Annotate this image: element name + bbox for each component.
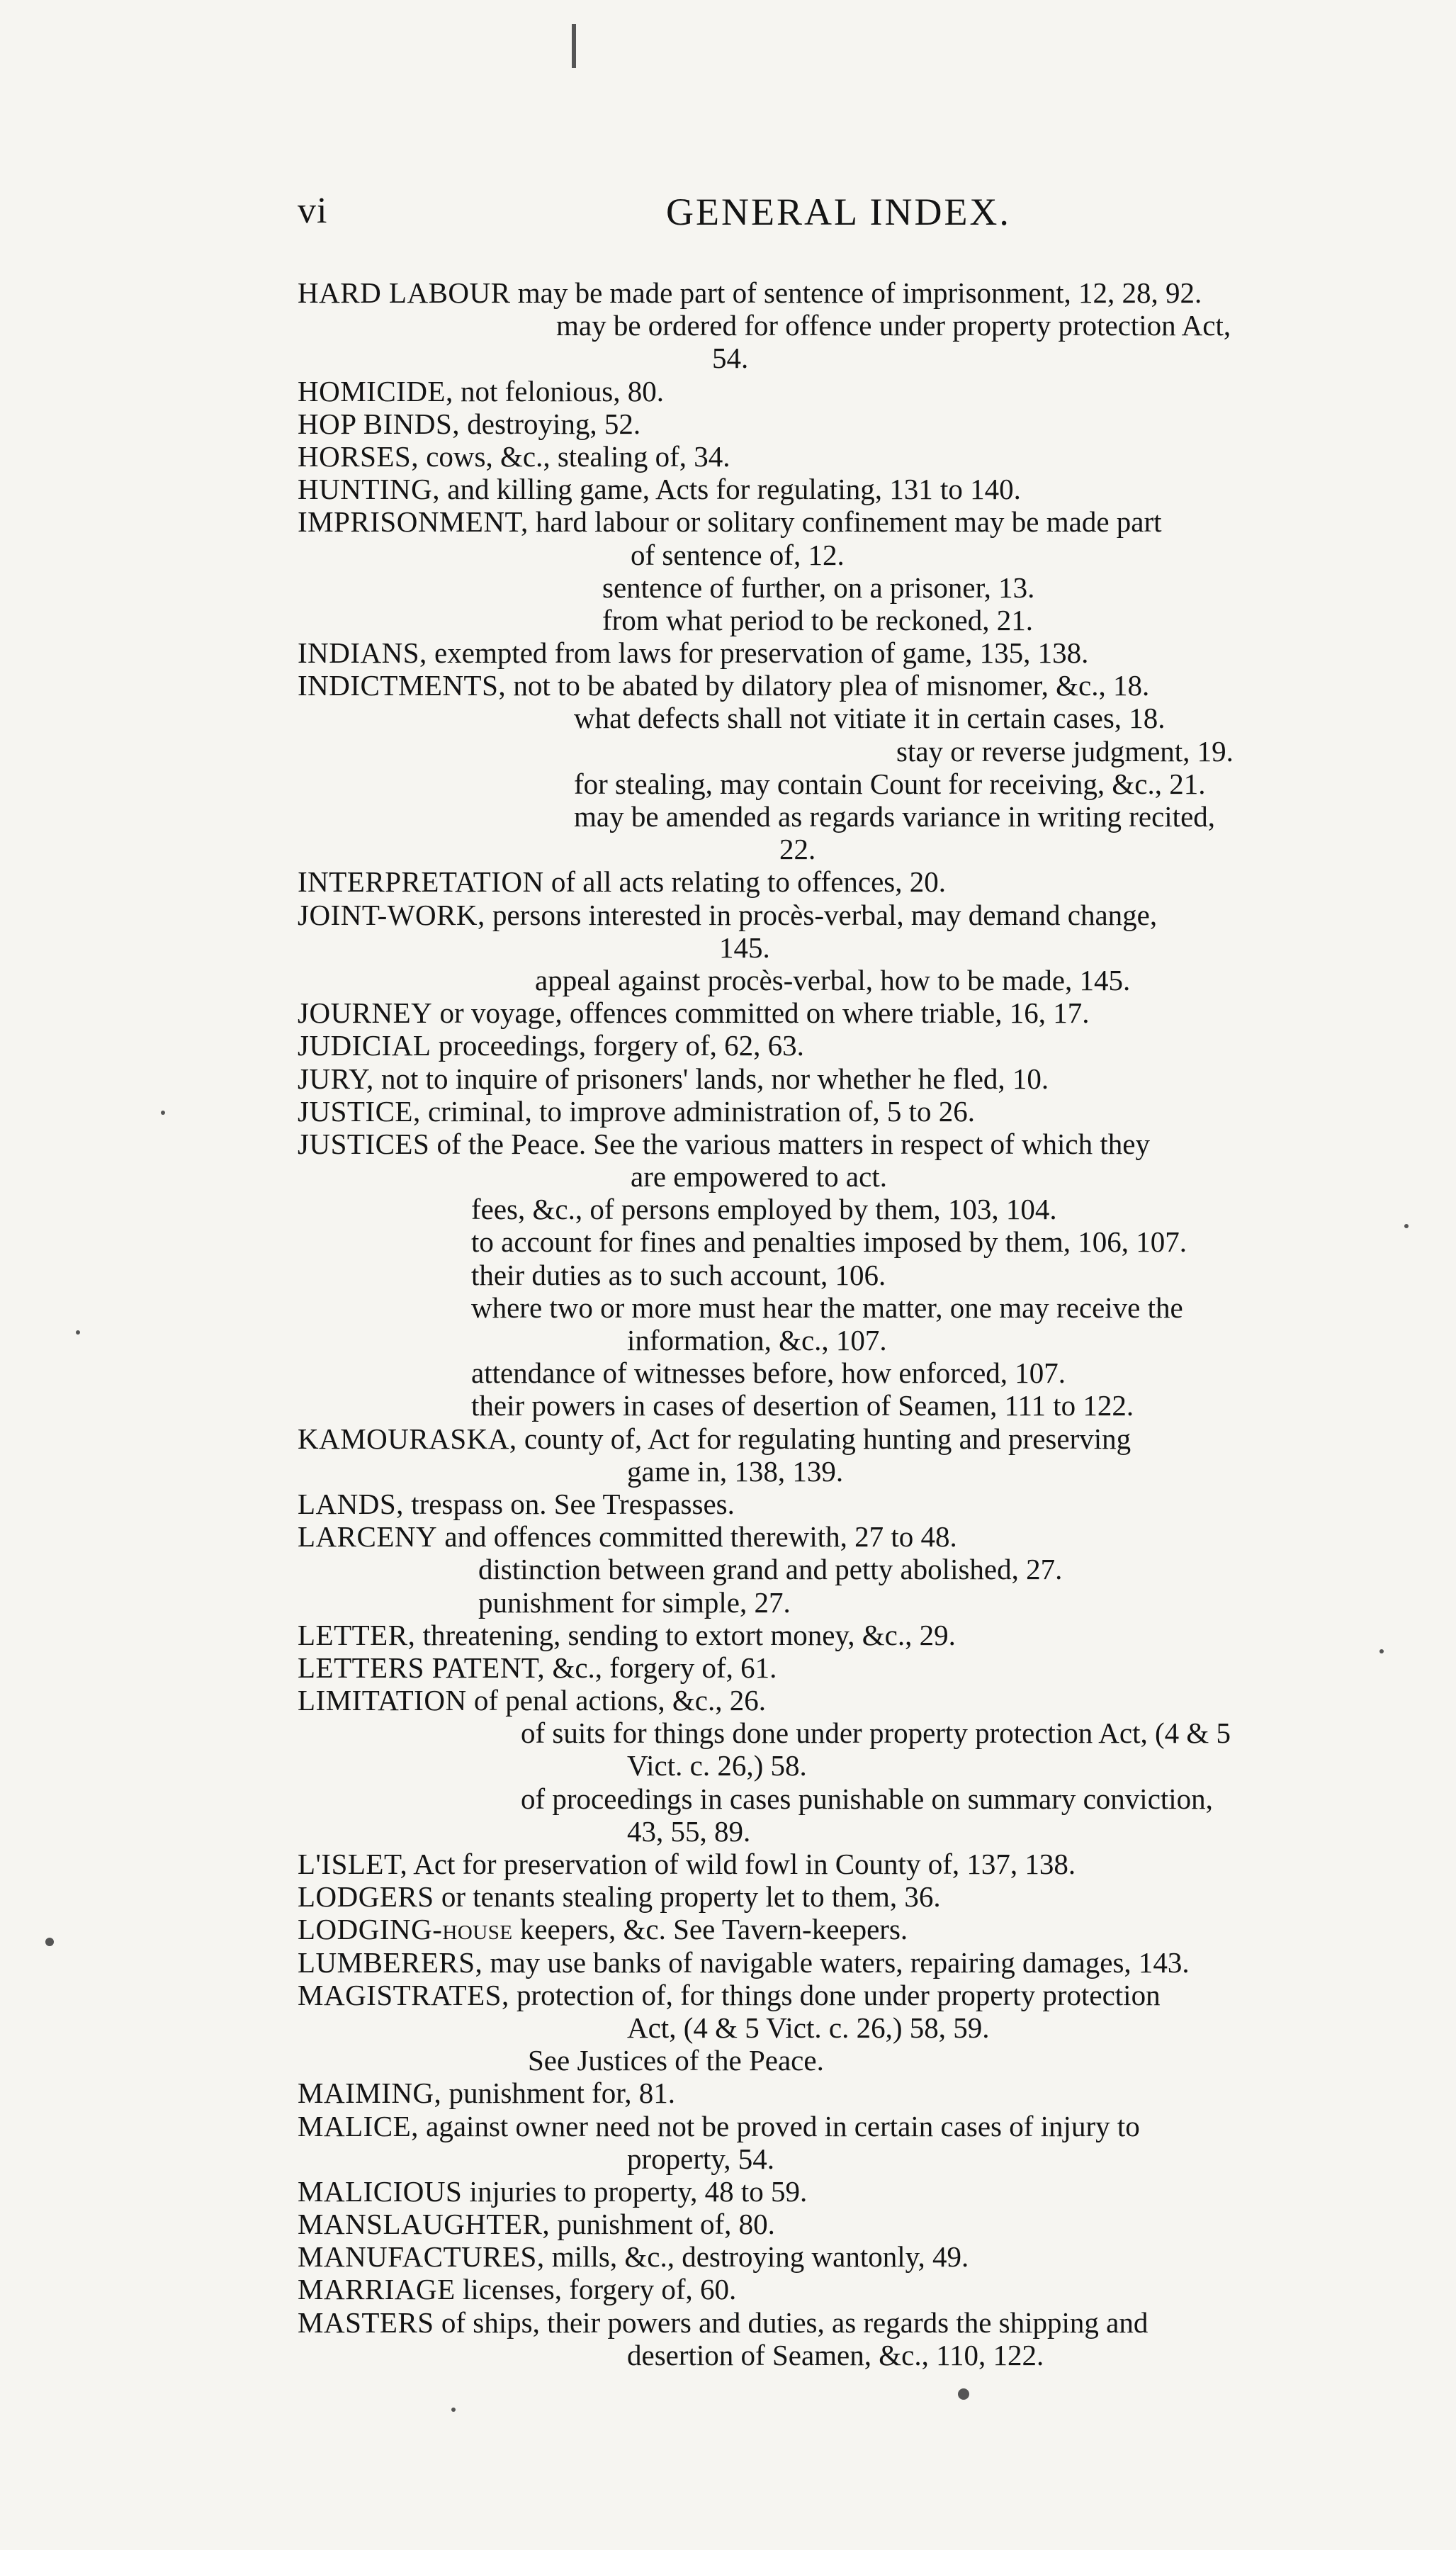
entry-text: licenses, forgery of, 60. — [455, 2273, 737, 2306]
entry-text: desertion of Seamen, &c., 110, 122. — [627, 2338, 1044, 2371]
index-entry — [298, 1979, 1389, 2011]
entry-heading: INTERPRETATION — [298, 865, 544, 899]
entry-heading: INDICTMENTS, — [298, 669, 507, 702]
entry-text: of proceedings in cases punishable on summary conviction, — [521, 1782, 1213, 1815]
index-entry — [298, 375, 1389, 408]
entry-text: proceedings, forgery of, 62, 63. — [431, 1029, 804, 1062]
index-entry — [298, 1520, 1389, 1553]
entry-text: persons interested in procès-verbal, may demand change, — [485, 898, 1158, 931]
index-entry — [298, 1422, 1389, 1455]
index-subentry — [298, 1749, 1389, 1782]
entry-heading: JUSTICE, — [298, 1094, 421, 1128]
index-subentry — [298, 539, 1389, 571]
index-subentry — [298, 1193, 1389, 1225]
entry-heading: LIMITATION — [298, 1684, 467, 1717]
index-entry — [298, 2110, 1389, 2142]
entry-text: punishment of, 80. — [550, 2208, 775, 2241]
index-subentry — [298, 2011, 1389, 2044]
index-subentry — [298, 1782, 1389, 1815]
entry-heading: HORSES, — [298, 439, 419, 473]
entry-text: cows, &c., stealing of, 34. — [418, 439, 730, 473]
index-subentry — [298, 1815, 1389, 1848]
index-subentry — [298, 1586, 1389, 1619]
index-entry — [298, 1619, 1389, 1651]
index-subentry — [298, 604, 1389, 636]
entry-heading: INDIANS, — [298, 636, 427, 670]
entry-text: destroying, 52. — [460, 407, 641, 440]
ink-dot — [76, 1330, 80, 1335]
entry-text: of all acts relating to offences, 20. — [543, 865, 946, 899]
entry-text: may be ordered for offence under property protection Act, — [556, 309, 1231, 342]
index-entry — [298, 669, 1389, 702]
entry-text: See Justices of the Peace. — [528, 2044, 824, 2077]
index-entry — [298, 1095, 1389, 1128]
entry-text: may be made part of sentence of imprisonment, 12, 28, 92. — [510, 276, 1202, 309]
page-title: GENERAL INDEX. — [666, 191, 1011, 233]
entry-heading: HUNTING, — [298, 473, 440, 506]
index-entry — [298, 2208, 1389, 2240]
entry-heading: KAMOURASKA, — [298, 1422, 517, 1455]
entry-text: of ships, their powers and duties, as regards the shipping and — [434, 2305, 1149, 2339]
entry-text: 54. — [712, 342, 749, 375]
index-subentry — [298, 702, 1389, 734]
index-entry — [298, 996, 1389, 1029]
index-subentry — [298, 1455, 1389, 1488]
entry-heading: MANSLAUGHTER, — [298, 2208, 551, 2241]
entry-text: game in, 138, 139. — [627, 1454, 844, 1488]
entry-text: mills, &c., destroying wantonly, 49. — [544, 2240, 969, 2274]
index-entry — [298, 2306, 1389, 2339]
ink-dot — [451, 2408, 456, 2412]
entry-text: may use banks of navigable waters, repairing damages, 143. — [482, 1945, 1190, 1979]
entry-heading: MASTERS — [298, 2305, 434, 2339]
index-subentry — [298, 964, 1389, 996]
ink-dot — [45, 1938, 54, 1946]
entry-text: keepers, &c. See Tavern-keepers. — [512, 1913, 908, 1946]
entry-text: and offences committed therewith, 27 to 48. — [437, 1520, 957, 1554]
index-subentry — [298, 1160, 1389, 1193]
index-entry — [298, 440, 1389, 473]
entry-heading: LARCENY — [298, 1520, 438, 1554]
entry-text: trespass on. See Trespasses. — [403, 1487, 735, 1520]
entry-text: may be amended as regards variance in writing recited, — [574, 800, 1216, 833]
index-subentry — [298, 1553, 1389, 1585]
entry-text: hard labour or solitary confinement may be made part — [528, 505, 1162, 539]
index-entry — [298, 1848, 1389, 1880]
entry-text: information, &c., 107. — [627, 1324, 887, 1357]
entry-text: of the Peace. See the various matters in respect of which they — [429, 1127, 1150, 1160]
entry-heading: HOP BINDS, — [298, 407, 461, 440]
index-entry — [298, 1062, 1389, 1095]
index-entry — [298, 1913, 1389, 1945]
index-subentry — [298, 1717, 1389, 1749]
index-subentry — [298, 1357, 1389, 1389]
entry-heading: HOMICIDE, — [298, 374, 453, 408]
entry-text: county of, Act for regulating hunting and preserving — [517, 1422, 1131, 1455]
entry-text: &c., forgery of, 61. — [545, 1651, 777, 1684]
entry-text: injuries to property, 48 to 59. — [462, 2174, 808, 2208]
entry-text: of penal actions, &c., 26. — [466, 1684, 766, 1717]
index-subentry — [298, 2044, 1389, 2077]
entry-heading: JOINT-WORK, — [298, 898, 485, 931]
entry-heading: IMPRISONMENT, — [298, 505, 529, 539]
entry-heading: JURY, — [298, 1062, 374, 1095]
entry-text: appeal against procès-verbal, how to be made, 145. — [535, 963, 1131, 996]
entry-text: from what period to be reckoned, 21. — [602, 603, 1033, 636]
entry-text: not to inquire of prisoners' lands, nor whether he fled, 10. — [373, 1062, 1049, 1095]
entry-heading: MALICE, — [298, 2109, 419, 2142]
entry-heading: MALICIOUS — [298, 2174, 463, 2208]
index-entry — [298, 276, 1389, 309]
ink-dot — [1404, 1224, 1409, 1228]
index-subentry — [298, 2339, 1389, 2371]
index-entry — [298, 408, 1389, 440]
index-entry — [298, 1946, 1389, 1979]
index-subentry — [298, 768, 1389, 800]
index-entries — [298, 276, 1389, 2371]
entry-text: are empowered to act. — [631, 1160, 887, 1193]
entry-text: 22. — [779, 833, 816, 866]
entry-heading: JOURNEY — [298, 996, 433, 1030]
entry-text: distinction between grand and petty abolished, 27. — [478, 1553, 1063, 1586]
entry-heading: LODGERS — [298, 1880, 434, 1914]
index-entry — [298, 2273, 1389, 2305]
entry-text: not to be abated by dilatory plea of misnomer, &c., 18. — [506, 669, 1150, 702]
entry-heading: MARRIAGE — [298, 2273, 456, 2306]
index-entry — [298, 2240, 1389, 2273]
entry-heading: JUSTICES — [298, 1127, 430, 1160]
entry-text: sentence of further, on a prisoner, 13. — [602, 571, 1035, 604]
index-entry — [298, 865, 1389, 898]
index-subentry — [298, 309, 1389, 342]
index-subentry — [298, 1324, 1389, 1357]
index-entry — [298, 1651, 1389, 1684]
entry-text: exempted from laws for preservation of game, 135, 138. — [427, 636, 1089, 670]
entry-text: threatening, sending to extort money, &c., 29. — [415, 1618, 956, 1651]
index-subentry — [298, 1259, 1389, 1291]
entry-text: their duties as to such account, 106. — [471, 1258, 886, 1291]
entry-text: for stealing, may contain Count for receiving, &c., 21. — [574, 767, 1206, 800]
entry-text: property, 54. — [627, 2142, 774, 2175]
entry-text: stay or reverse judgment, 19. — [896, 734, 1234, 768]
entry-text: to account for fines and penalties imposed by them, 106, 107. — [471, 1225, 1187, 1259]
entry-text: and killing game, Acts for regulating, 131 to 140. — [440, 473, 1021, 506]
index-subentry — [298, 1389, 1389, 1422]
index-subentry — [298, 1225, 1389, 1258]
index-entry — [298, 2175, 1389, 2208]
ink-dot — [958, 2388, 969, 2400]
entry-text: punishment for, 81. — [441, 2077, 676, 2110]
index-entry — [298, 899, 1389, 931]
ink-dot — [161, 1111, 165, 1115]
entry-text: their powers in cases of desertion of Seamen, 111 to 122. — [471, 1389, 1134, 1422]
entry-text: what defects shall not vitiate it in certain cases, 18. — [574, 702, 1166, 735]
entry-heading: LETTER, — [298, 1618, 416, 1651]
entry-text: 43, 55, 89. — [627, 1814, 751, 1848]
entry-heading: MANUFACTURES, — [298, 2240, 545, 2274]
ink-mark — [572, 24, 576, 68]
index-subentry — [298, 342, 1389, 374]
index-subentry — [298, 571, 1389, 604]
entry-heading: LANDS, — [298, 1487, 404, 1520]
entry-heading: MAGISTRATES, — [298, 1978, 509, 2011]
entry-text: 145. — [719, 931, 770, 964]
entry-text: fees, &c., of persons employed by them, 103, 104. — [471, 1193, 1057, 1226]
index-entry — [298, 473, 1389, 505]
running-head — [298, 190, 1403, 247]
index-entry — [298, 636, 1389, 669]
entry-text: criminal, to improve administration of, 5 to 26. — [420, 1094, 976, 1128]
entry-text: Act for preservation of wild fowl in County of, 137, 138. — [407, 1848, 1076, 1880]
index-subentry — [298, 2142, 1389, 2175]
index-entry — [298, 1684, 1389, 1717]
index-entry — [298, 1128, 1389, 1160]
index-subentry — [298, 931, 1389, 964]
entry-text: of sentence of, 12. — [631, 538, 845, 571]
index-entry — [298, 1488, 1389, 1520]
index-entry — [298, 1029, 1389, 1062]
entry-text: protection of, for things done under property protection — [509, 1978, 1161, 2011]
index-subentry — [298, 800, 1389, 833]
entry-text: punishment for simple, 27. — [478, 1585, 791, 1619]
entry-text: where two or more must hear the matter, one may receive the — [471, 1291, 1183, 1324]
entry-text: or tenants stealing property let to them, 36. — [434, 1880, 941, 1914]
index-subentry — [298, 1291, 1389, 1324]
entry-text: Vict. c. 26,) 58. — [627, 1749, 807, 1782]
entry-heading: LODGING-house — [298, 1913, 513, 1946]
index-subentry — [298, 735, 1389, 768]
entry-text: against owner need not be proved in certain cases of injury to — [418, 2109, 1140, 2142]
entry-heading: L'ISLET, — [298, 1848, 408, 1880]
entry-text: attendance of witnesses before, how enforced, 107. — [471, 1357, 1066, 1390]
index-subentry — [298, 833, 1389, 865]
index-entry — [298, 2077, 1389, 2109]
entry-heading: HARD LABOUR — [298, 276, 511, 309]
entry-heading: LUMBERERS, — [298, 1945, 483, 1979]
index-entry — [298, 1880, 1389, 1913]
index-entry — [298, 505, 1389, 538]
entry-text: of suits for things done under property protection Act, (4 & 5 — [521, 1717, 1231, 1750]
entry-text: or voyage, offences committed on where triable, 16, 17. — [432, 996, 1090, 1030]
entry-heading: LETTERS PATENT, — [298, 1651, 546, 1684]
page-number: vi — [298, 191, 328, 231]
entry-text: Act, (4 & 5 Vict. c. 26,) 58, 59. — [627, 2011, 990, 2044]
entry-text: not felonious, 80. — [453, 374, 664, 408]
entry-heading: JUDICIAL — [298, 1029, 431, 1062]
entry-heading: MAIMING, — [298, 2077, 442, 2110]
